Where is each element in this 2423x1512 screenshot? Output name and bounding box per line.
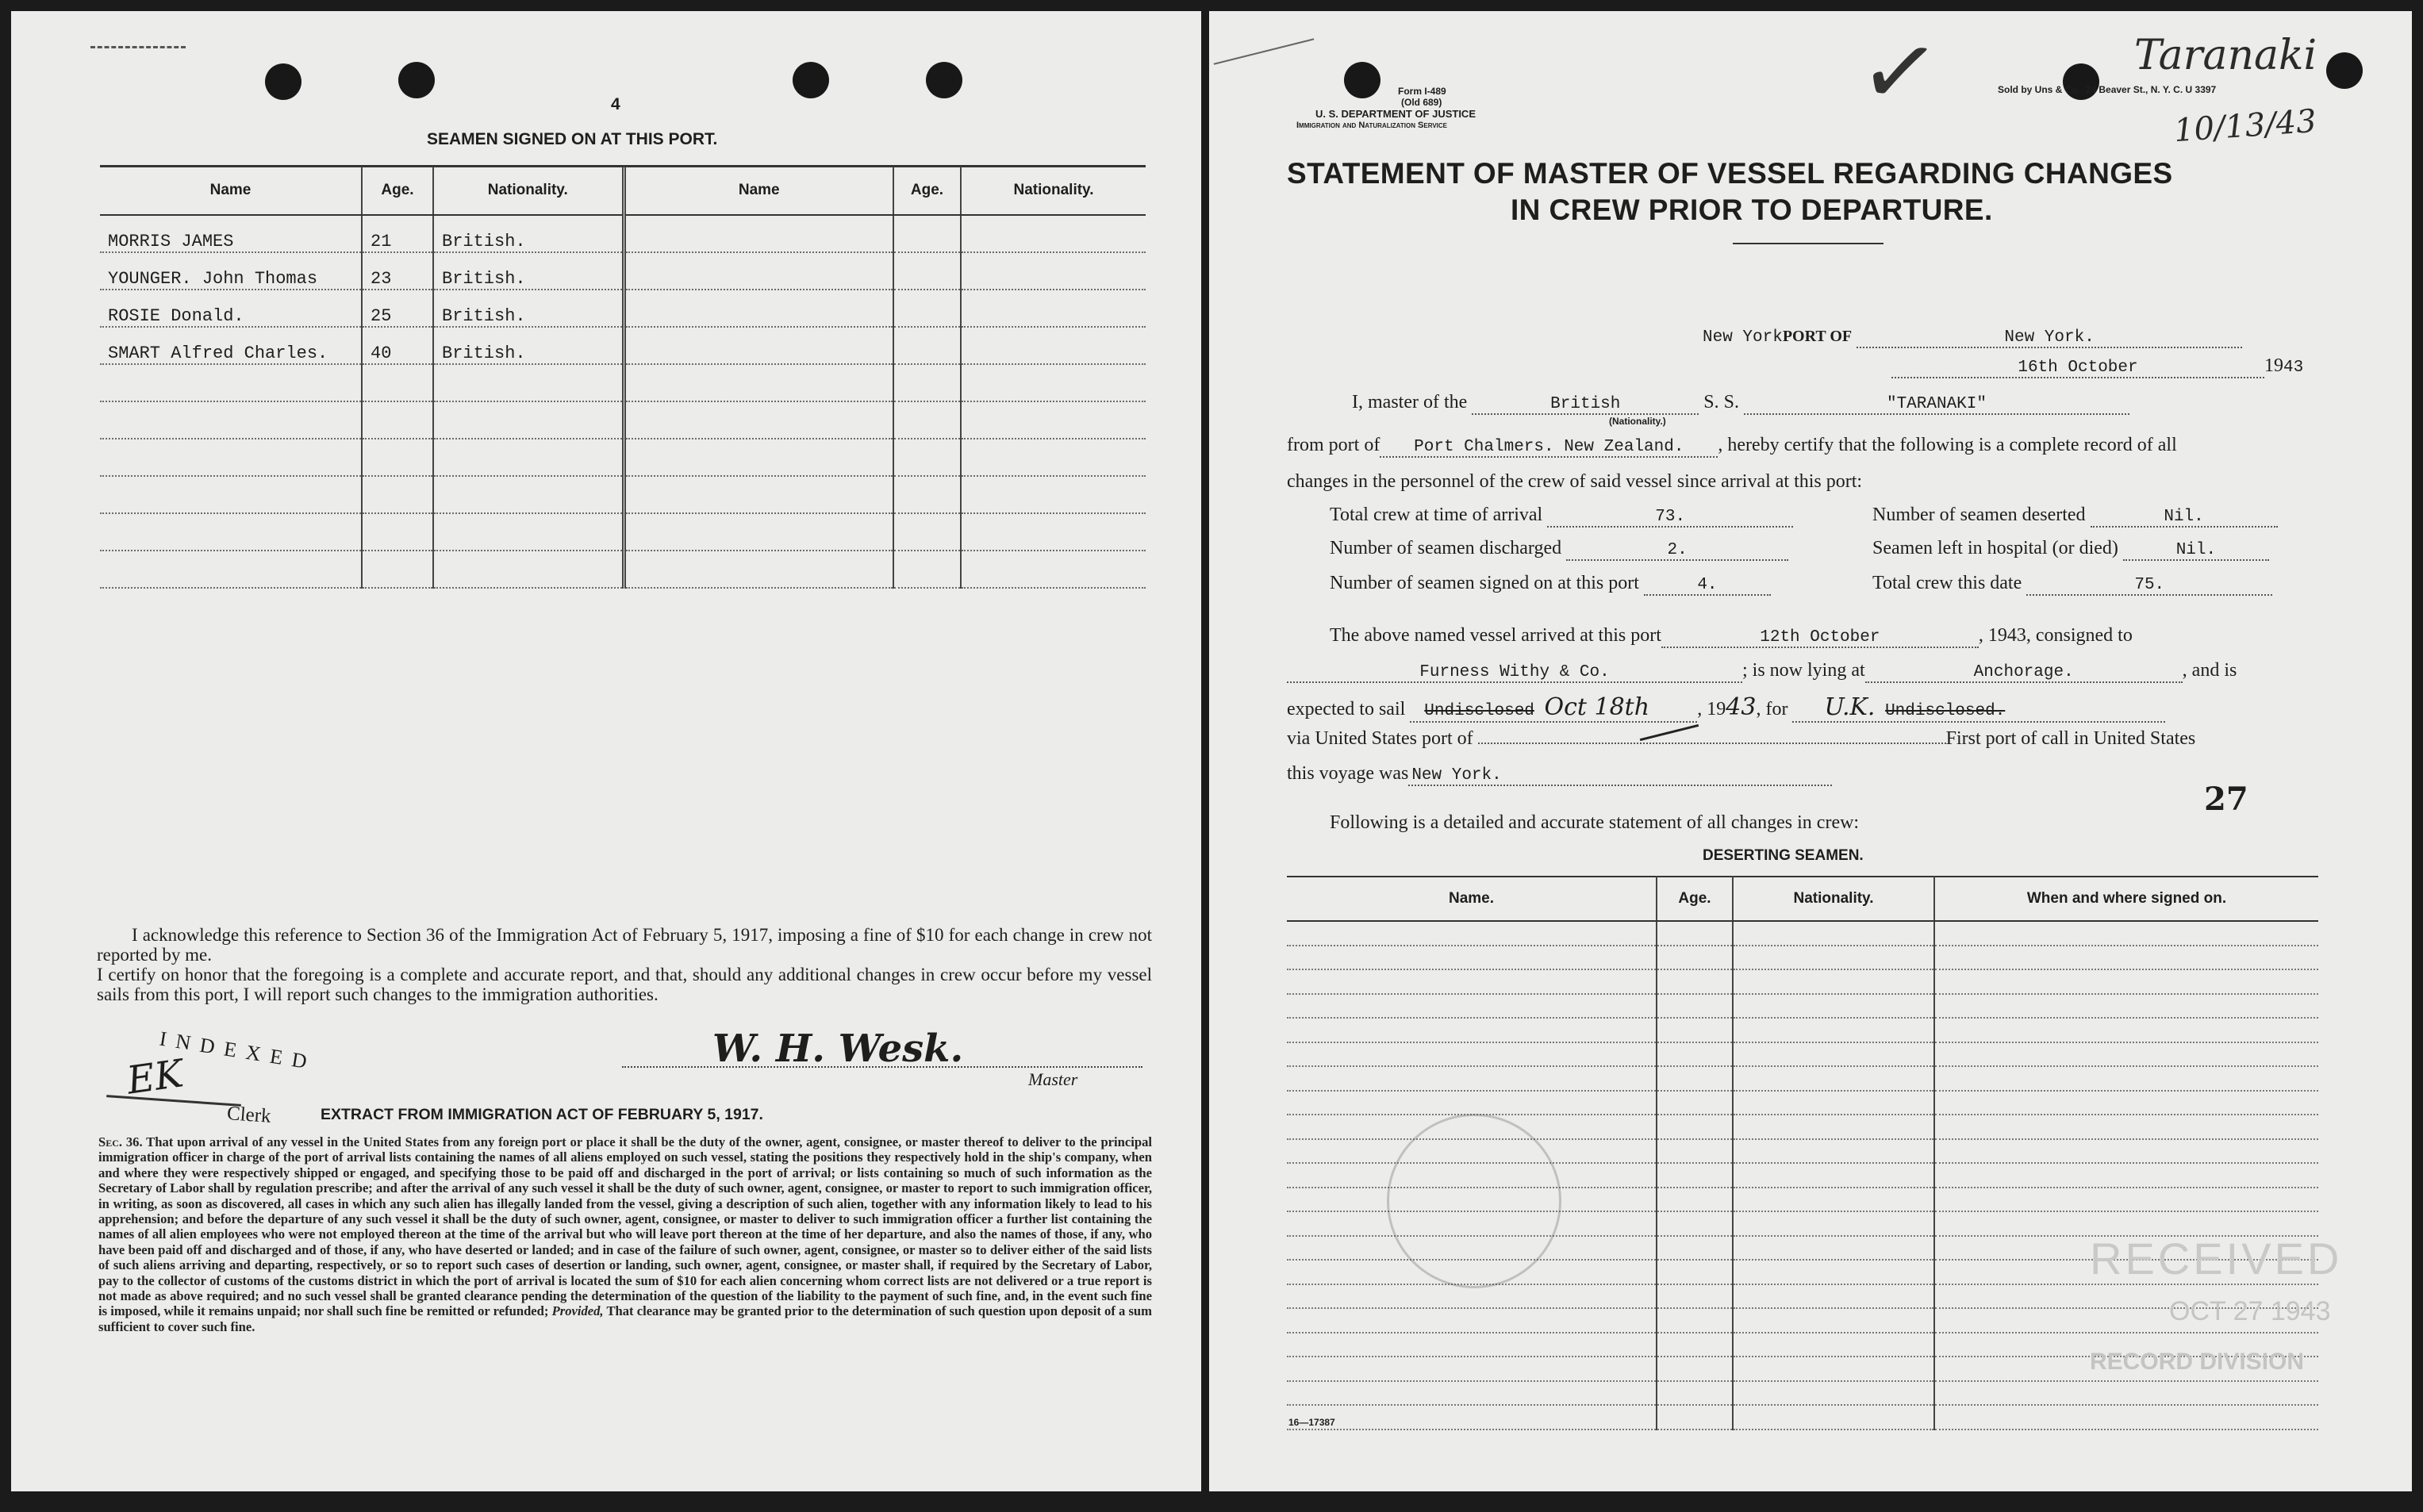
- sail-year-prefix: , 19: [1697, 699, 1726, 720]
- cell-name: ROSIE Donald.: [100, 290, 362, 327]
- footer-code: 16—17387: [1288, 1417, 1335, 1428]
- extract-title: EXTRACT FROM IMMIGRATION ACT OF FEBRUARY 5, 1917.: [321, 1106, 763, 1123]
- ss-label: S. S.: [1703, 392, 1739, 413]
- table-header-row: [100, 167, 1146, 215]
- table-cell: [1657, 1018, 1733, 1042]
- table-cell: [1657, 921, 1733, 946]
- column-header-age: Age.: [362, 167, 433, 215]
- table-cell: [1657, 1091, 1733, 1115]
- table-cell: [1733, 1308, 1934, 1333]
- cell-age: [893, 513, 961, 551]
- table-cell: [1657, 946, 1733, 970]
- arrived-year: , 1943: [1978, 625, 2026, 646]
- cell-name: [624, 439, 893, 476]
- cell-name: YOUNGER. John Thomas: [100, 252, 362, 290]
- section-label: Sec. 36.: [98, 1134, 143, 1149]
- via-port-line: [1287, 728, 2195, 750]
- cell-age: 40: [362, 327, 433, 364]
- cell-name: [624, 364, 893, 401]
- table-cell: [1934, 1115, 2318, 1139]
- table-cell: [1733, 969, 1934, 994]
- master-label: Master: [1028, 1069, 1078, 1089]
- cell-name: [100, 439, 362, 476]
- table-cell: [1657, 1405, 1733, 1429]
- cell-nationality: [961, 551, 1146, 588]
- cell-age: [362, 513, 433, 551]
- table-cell: [1733, 1018, 1934, 1042]
- table-cell: [1287, 1018, 1657, 1042]
- arrived-value: 12th October: [1661, 628, 1979, 648]
- table-cell: [1733, 946, 1934, 970]
- seamen-signed-on-table: [100, 167, 1146, 589]
- table-row: [100, 439, 1146, 476]
- table-cell: [1934, 994, 2318, 1019]
- binder-hole: [2326, 52, 2363, 89]
- cell-age: [893, 401, 961, 439]
- title-rule: [1733, 243, 1883, 244]
- table-row: [100, 290, 1146, 327]
- column-header-nationality: Nationality.: [433, 167, 624, 215]
- arrival-line: [1330, 625, 2133, 648]
- table-row: [1287, 1381, 2318, 1406]
- cell-name: [624, 327, 893, 364]
- column-header-name: Name: [100, 167, 362, 215]
- column-header-name: Name.: [1287, 877, 1657, 921]
- binder-hole: [265, 63, 301, 100]
- cell-name: [100, 401, 362, 439]
- form-title-line1: STATEMENT OF MASTER OF VESSEL REGARDING CHANGES: [1287, 157, 2173, 190]
- hospital-line: [1872, 538, 2269, 561]
- clerk-label: Clerk: [226, 1103, 272, 1127]
- cell-name: [100, 476, 362, 513]
- table-row: [1287, 1405, 2318, 1429]
- cell-name: SMART Alfred Charles.: [100, 327, 362, 364]
- cell-name: [100, 513, 362, 551]
- table-cell: [1657, 1042, 1733, 1067]
- handwritten-vessel-name: Taranaki: [2134, 32, 2317, 79]
- cell-nationality: [433, 401, 624, 439]
- consigned-label: , consigned to: [2026, 625, 2133, 646]
- indexed-stamp: INDEXED: [158, 1027, 318, 1075]
- table-cell: [1934, 969, 2318, 994]
- changes-line: changes in the personnel of the crew of said vessel since arrival at this port:: [1287, 471, 1863, 492]
- nationality-caption: (Nationality.): [1609, 416, 1666, 427]
- deserted-value: Nil.: [2091, 508, 2278, 528]
- table-row: [1287, 994, 2318, 1019]
- acknowledgment-paragraph: I acknowledge this reference to Section 36 of the Immigration Act of February 5, 1917, imposing a fine of $10 for each change in crew not reported by me.: [97, 925, 1152, 965]
- table-cell: [1657, 994, 1733, 1019]
- discharged-line: [1330, 538, 1788, 561]
- column-header-age: Age.: [1657, 877, 1733, 921]
- from-port-label: from port of: [1287, 435, 1380, 455]
- table-cell: [1287, 969, 1657, 994]
- record-division: RECORD DIVISION: [2090, 1349, 2305, 1375]
- table-cell: [1657, 1163, 1733, 1188]
- signed-on-line: [1330, 573, 1771, 596]
- cell-name: [624, 476, 893, 513]
- cell-nationality: [961, 290, 1146, 327]
- year-prefix: 19: [2264, 355, 2283, 376]
- handwritten-date: 10/13/43: [2172, 102, 2318, 150]
- crew-arrival-label: Total crew at time of arrival: [1330, 505, 1543, 525]
- acknowledgment-text: [97, 925, 1152, 1004]
- printer-imprint: Sold by Uns & Co., 24 Beaver St., N. Y. C. U 3397: [1998, 84, 2217, 95]
- table-cell: [1657, 1308, 1733, 1333]
- page-count: 27: [2204, 781, 2248, 818]
- cell-age: [893, 290, 961, 327]
- table-cell: [1287, 994, 1657, 1019]
- cell-age: 21: [362, 215, 433, 252]
- binder-hole: [926, 62, 962, 98]
- table-cell: [1733, 1260, 1934, 1284]
- table-cell: [1733, 1042, 1934, 1067]
- table-cell: [1287, 1091, 1657, 1115]
- table-cell: [1733, 1284, 1934, 1309]
- voyage-value: New York.: [1408, 766, 1832, 786]
- right-page: [1209, 11, 2412, 1491]
- table-cell: [1657, 1260, 1733, 1284]
- year-value: 43: [2283, 359, 2304, 377]
- table-cell: [1287, 921, 1657, 946]
- sail-year: 43: [1726, 693, 1757, 721]
- form-title-line2: IN CREW PRIOR TO DEPARTURE.: [1511, 194, 1993, 226]
- table-cell: [1657, 1115, 1733, 1139]
- certify-text: , hereby certify that the following is a complete record of all: [1718, 435, 2177, 455]
- cell-name: [624, 252, 893, 290]
- table-row: [1287, 1042, 2318, 1067]
- corner-mark: [90, 46, 186, 48]
- signed-on-label: Number of seamen signed on at this port: [1330, 573, 1639, 593]
- cell-nationality: British.: [433, 252, 624, 290]
- table-row: [1287, 969, 2318, 994]
- deserted-label: Number of seamen deserted: [1872, 505, 2086, 525]
- cell-nationality: British.: [433, 290, 624, 327]
- nationality-value: British: [1472, 395, 1699, 415]
- cell-nationality: [433, 513, 624, 551]
- crew-date-label: Total crew this date: [1872, 573, 2022, 593]
- received-stamp: RECEIVED: [2090, 1234, 2343, 1284]
- cell-name: [624, 551, 893, 588]
- cell-age: [362, 476, 433, 513]
- table-body: [100, 215, 1146, 588]
- department: U. S. DEPARTMENT OF JUSTICE: [1315, 108, 1476, 120]
- table-cell: [1657, 1284, 1733, 1309]
- table-cell: [1934, 946, 2318, 970]
- table-row: [1287, 1066, 2318, 1091]
- table-row: [100, 215, 1146, 252]
- for-label: , for: [1756, 699, 1788, 720]
- table-cell: [1657, 1381, 1733, 1406]
- sail-struck-text: Undisclosed: [1424, 702, 1534, 720]
- cell-nationality: [961, 252, 1146, 290]
- page-number: 4: [611, 95, 620, 113]
- table-cell: [1733, 1091, 1934, 1115]
- date-value: 16th October: [1891, 359, 2264, 378]
- arrived-label: The above named vessel arrived at this port: [1330, 625, 1661, 646]
- table-cell: [1934, 1405, 2318, 1429]
- cell-nationality: [961, 364, 1146, 401]
- cell-name: [624, 513, 893, 551]
- lying-value: Anchorage.: [1865, 663, 2183, 683]
- hospital-value: Nil.: [2123, 541, 2269, 561]
- cell-nationality: British.: [433, 215, 624, 252]
- binder-hole: [793, 62, 829, 98]
- table-row: [100, 551, 1146, 588]
- law-body: That upon arrival of any vessel in the United States from any foreign port or place it shall be the duty of the owner, agent, consignee, or master thereof to deliver to the principal immigration officer in charge of the port of arrival lists containing the names of all aliens employed on such vessel, stating the positions they respectively hold in the ship's company, when and where they were respectively shipped or engaged, and specifying those to be paid off and discharged in the port of arrival; or lists containing so much of such information as the Secretary of Labor shall by regulation prescribe; and after the arrival of any such vessel it shall be the duty of such owner, agent, consignee, or master to report to such immigration officer, in writing, as soon as discovered, all cases in which any such alien has illegally landed from the vessel, giving a description of such alien, together with any information likely to lead to his apprehension; and before the departure of any such vessel it shall be the duty of such owner, agent, consignee, or master to deliver to such immigration officer a further list containing the names of all alien employees who were not employed thereon at the time of the arrival but who will leave port thereon at the time of her departure, and also the names of those, if any, who have been paid off and discharged and of those, if any, who have deserted or landed; and in case of the failure of such owner, agent, consignee, or master so to deliver either of the said lists of such aliens arriving and departing, respectively, or so to report such cases of desertion or landing, such owner, agent, consignee, or master shall, if required by the Secretary of Labor, pay to the collector of customs of the customs district in which the port of arrival is located the sum of $10 for each alien concerning whom correct lists are not delivered or a true report is not made as above required; and no such vessel shall be granted clearance pending the determination of the question of the liability to the payment of such fine, and, in the event such fine is imposed, while it remains unpaid; nor shall such fine be remitted or refunded;: [98, 1134, 1152, 1319]
- sail-date-field: [1410, 693, 1697, 723]
- voyage-label: this voyage was: [1287, 763, 1409, 784]
- cell-nationality: [433, 476, 624, 513]
- table-cell: [1287, 1381, 1657, 1406]
- cell-age: [893, 215, 961, 252]
- and-is-label: , and is: [2182, 660, 2237, 681]
- cell-nationality: [961, 476, 1146, 513]
- received-date: OCT 27 1943: [2169, 1296, 2331, 1326]
- binder-hole: [1344, 62, 1380, 98]
- cell-name: [624, 215, 893, 252]
- voyage-line: [1287, 763, 1832, 786]
- cell-age: [893, 551, 961, 588]
- proviso-text: That clearance may be granted prior to the determination of such question upon deposit of a sum sufficient to cover such fine.: [98, 1303, 1152, 1334]
- proviso-label: Provided,: [551, 1303, 604, 1319]
- cell-nationality: [433, 439, 624, 476]
- table-cell: [1733, 1163, 1934, 1188]
- cell-name: MORRIS JAMES: [100, 215, 362, 252]
- from-port-value: Port Chalmers. New Zealand.: [1380, 438, 1718, 458]
- cell-age: 23: [362, 252, 433, 290]
- cell-age: [362, 364, 433, 401]
- crew-date-line: [1872, 573, 2272, 596]
- discharged-value: 2.: [1566, 541, 1788, 561]
- cell-age: [893, 476, 961, 513]
- table-cell: [1934, 921, 2318, 946]
- crew-arrival-line: [1330, 505, 1793, 528]
- table-cell: [1657, 1066, 1733, 1091]
- column-header-age: Age.: [893, 167, 961, 215]
- table-row: [1287, 1308, 2318, 1333]
- table-row: [100, 252, 1146, 290]
- date-line: [1891, 355, 2303, 378]
- column-header-name: Name: [624, 167, 893, 215]
- deserted-line: [1872, 505, 2278, 528]
- cell-nationality: British.: [433, 327, 624, 364]
- via-value: [1478, 743, 1946, 744]
- consignee-line: [1287, 660, 2237, 683]
- table-cell: [1657, 1139, 1733, 1164]
- cell-age: [893, 439, 961, 476]
- cell-age: [893, 252, 961, 290]
- table-cell: [1934, 1188, 2318, 1212]
- table-row: [1287, 921, 2318, 946]
- table-cell: [1287, 1405, 1657, 1429]
- cell-nationality: [961, 513, 1146, 551]
- port-prefix: New York: [1703, 328, 1783, 347]
- table-cell: [1733, 1333, 1934, 1357]
- crew-arrival-value: 73.: [1547, 508, 1793, 528]
- table-cell: [1733, 921, 1934, 946]
- binder-hole: [398, 62, 435, 98]
- cell-age: [362, 439, 433, 476]
- consignee-value: Furness Withy & Co.: [1287, 663, 1742, 683]
- port-label: PORT OF: [1782, 328, 1853, 345]
- deserting-title: DESERTING SEAMEN.: [1703, 847, 1864, 864]
- table-cell: [1657, 969, 1733, 994]
- table-cell: [1733, 1357, 1934, 1381]
- destination-field: [1792, 693, 2165, 723]
- table-cell: [1934, 1091, 2318, 1115]
- cell-name: [100, 364, 362, 401]
- lying-label: ; is now lying at: [1742, 660, 1865, 681]
- table-row: [100, 513, 1146, 551]
- vessel-name: "TARANAKI": [1744, 395, 2129, 415]
- cell-nationality: [961, 439, 1146, 476]
- table-cell: [1733, 1115, 1934, 1139]
- cell-nationality: [961, 401, 1146, 439]
- cell-name: [624, 401, 893, 439]
- table-cell: [1733, 1236, 1934, 1261]
- left-page: [11, 11, 1201, 1491]
- service: Immigration and Naturalization Service: [1296, 121, 1448, 130]
- table-row: [1287, 1018, 2318, 1042]
- table-cell: [1287, 1308, 1657, 1333]
- faint-seal: [1387, 1114, 1561, 1288]
- table-cell: [1934, 1211, 2318, 1236]
- cell-nationality: [961, 327, 1146, 364]
- table-cell: [1657, 1333, 1733, 1357]
- table-cell: [1287, 946, 1657, 970]
- table-cell: [1657, 1211, 1733, 1236]
- cell-nationality: [961, 215, 1146, 252]
- crew-date-value: 75.: [2026, 576, 2272, 596]
- table-cell: [1733, 1066, 1934, 1091]
- column-header-nationality: Nationality.: [961, 167, 1146, 215]
- following-line: Following is a detailed and accurate statement of all changes in crew:: [1330, 812, 1860, 833]
- table-cell: [1287, 1357, 1657, 1381]
- port-line: [1703, 325, 2242, 348]
- sail-line: [1287, 693, 2165, 723]
- expected-label: expected to sail: [1287, 699, 1406, 720]
- table-cell: [1657, 1188, 1733, 1212]
- cell-age: [362, 401, 433, 439]
- cell-age: [362, 551, 433, 588]
- table-cell: [1934, 1018, 2318, 1042]
- master-line: [1352, 392, 2129, 415]
- table-cell: [1287, 1066, 1657, 1091]
- table-cell: [1733, 1381, 1934, 1406]
- cell-name: [624, 290, 893, 327]
- certification-paragraph: I certify on honor that the foregoing is a complete and accurate report, and that, should any additional changes in crew occur before my vessel sails from this port, I will report such changes to the immigration authorities.: [97, 965, 1152, 1004]
- from-port-line: [1287, 435, 2177, 458]
- table-cell: [1934, 1066, 2318, 1091]
- first-port-label: First port of call in United States: [1945, 728, 2196, 749]
- table-cell: [1934, 1163, 2318, 1188]
- column-header-nationality: Nationality.: [1733, 877, 1934, 921]
- hospital-label: Seamen left in hospital (or died): [1872, 538, 2118, 558]
- cell-age: 25: [362, 290, 433, 327]
- table-cell: [1934, 1139, 2318, 1164]
- master-signature: W. H. Wesk.: [712, 1027, 964, 1071]
- discharged-label: Number of seamen discharged: [1330, 538, 1562, 558]
- immigration-act-extract: [98, 1134, 1152, 1334]
- destination-struck-text: Undisclosed.: [1885, 702, 2006, 720]
- table-cell: [1733, 994, 1934, 1019]
- cell-age: [893, 327, 961, 364]
- sail-handwritten-date: Oct 18th: [1544, 693, 1650, 721]
- cell-nationality: [433, 551, 624, 588]
- pencil-mark: [1214, 38, 1315, 64]
- table-row: [1287, 946, 2318, 970]
- section-title: SEAMEN SIGNED ON AT THIS PORT.: [427, 130, 718, 148]
- table-cell: [1287, 1333, 1657, 1357]
- table-cell: [1934, 1042, 2318, 1067]
- table-cell: [1733, 1188, 1934, 1212]
- table-row: [100, 327, 1146, 364]
- cell-age: [893, 364, 961, 401]
- table-row: [100, 476, 1146, 513]
- table-cell: [1934, 1381, 2318, 1406]
- table-cell: [1733, 1139, 1934, 1164]
- clerk-initials: EK: [124, 1051, 186, 1103]
- table-cell: [1657, 1236, 1733, 1261]
- table-row: [1287, 1091, 2318, 1115]
- table-cell: [1733, 1211, 1934, 1236]
- form-number: Form I-489: [1398, 86, 1446, 97]
- signed-on-value: 4.: [1644, 576, 1771, 596]
- table-cell: [1287, 1042, 1657, 1067]
- destination-handwritten: U.K.: [1824, 693, 1876, 721]
- table-cell: [1657, 1357, 1733, 1381]
- column-header-signed-on: When and where signed on.: [1934, 877, 2318, 921]
- table-row: [100, 401, 1146, 439]
- cell-nationality: [433, 364, 624, 401]
- check-mark: ✓: [1853, 14, 1947, 131]
- via-label: via United States port of: [1287, 728, 1473, 749]
- table-header-row: [1287, 877, 2318, 921]
- master-of-label: I, master of the: [1352, 392, 1468, 413]
- port-value: New York.: [1857, 328, 2242, 348]
- table-row: [100, 364, 1146, 401]
- table-cell: [1733, 1405, 1934, 1429]
- form-old-number: (Old 689): [1401, 97, 1442, 108]
- table-row: [1287, 1284, 2318, 1309]
- cell-name: [100, 551, 362, 588]
